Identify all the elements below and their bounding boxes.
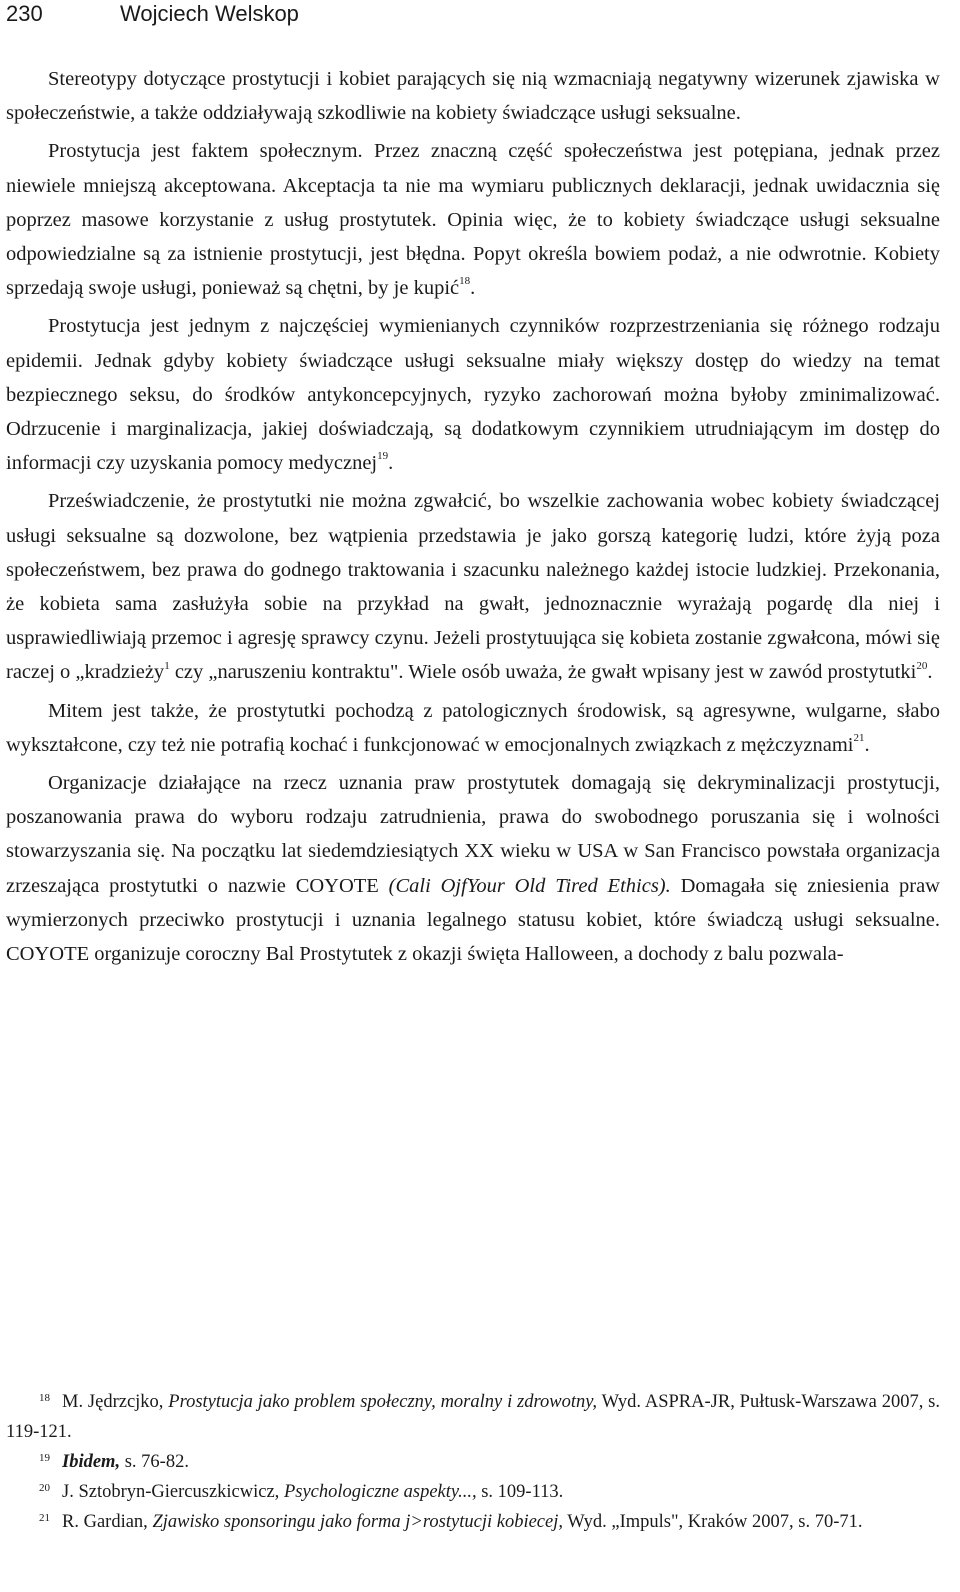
footnote (6, 1387, 940, 1447)
footnote-number: 20 (39, 1482, 50, 1494)
paragraph-text: Prostytucja jest jednym z najczęściej wymienianych czynników rozprzestrzeniania się różnego rodzaju epidemii. Jednak gdyby kobiety świadczące usługi seksualne miały większy dostęp do wiedzy na temat bezpiecznego seksu, do środków antykoncepcyjnych, ryzyko zachorowań można byłoby zminimalizować. Odrzucenie i marginalizacja, jakiej doświadczają, są dodatkowym czynnikiem utrudniającym im dostęp do informacji czy uzyskania pomocy medycznej (6, 315, 940, 475)
paragraph-text: Organizacje działające na rzecz uznania praw prostytutek domagają się dekryminalizacji prostytucji, poszanowania prawa do wyboru rodzaju zatrudnienia, prawa do swobodnego poruszania się i wolności stowarzyszania się. Na początku lat siedemdziesiątych XX wieku w USA w San Francisco powstała organizacja zrzeszająca prostytutki o nazwie COYOTE (6, 772, 940, 897)
footnote-author: M. Jędrzcjko, (62, 1392, 169, 1412)
footnote (6, 1507, 940, 1537)
paragraph (6, 62, 940, 130)
footnote-rest: Wyd. ASPRA-JR, Pułtusk-Warszawa 2007, s. 119-121. (6, 1392, 940, 1442)
footnote-rest: s. 109-113. (476, 1482, 564, 1502)
footnote-ref[interactable]: 19 (377, 450, 389, 463)
paragraph (6, 766, 940, 971)
paragraph-text: . (864, 733, 870, 756)
footnote-ref[interactable]: 21 (853, 732, 865, 745)
paragraph-text: Domagała się zniesienia praw wymierzonych przeciwko prostytucji i uznania legalnego statusu kobiet, które świadczą usługi seksualne. COYOTE organizuje coroczny Bal Prostytutek z okazji święta Halloween, a dochody z balu pozwala- (6, 874, 940, 966)
footnote-number: 18 (39, 1392, 50, 1404)
footnotes (6, 1387, 940, 1537)
paragraph (6, 484, 940, 689)
footnote-ref[interactable]: 18 (459, 275, 471, 288)
footnote-title: Psychologiczne aspekty..., (283, 1482, 477, 1502)
footnote-author: R. Gardian, (62, 1512, 153, 1532)
footnote-author: J. Sztobryn-Giercuszkicwicz, (62, 1482, 284, 1502)
organization-name-expansion: (Cali OjfYour Old Tired Ethics). (388, 874, 671, 897)
running-head-author: Wojciech Welskop (120, 1, 299, 26)
footnote-number: 19 (39, 1452, 50, 1464)
paragraph (6, 309, 940, 480)
footnote-ref[interactable]: 1 (164, 659, 170, 672)
page-number: 230 (6, 1, 43, 26)
paragraph-text: . (470, 277, 476, 300)
footnote-title: Ibidem, (62, 1452, 121, 1472)
paragraph-text: Stereotypy dotyczące prostytucji i kobiet parających się nią wzmacniają negatywny wizerunek zjawiska w społeczeństwie, a także oddziaływają szkodliwie na kobiety świadczące usługi seksualne. (6, 68, 940, 125)
main-text (6, 62, 940, 971)
footnote-title: Zjawisko sponsoringu jako forma j>rostytucji kobiecej, (152, 1512, 563, 1532)
paragraph (6, 694, 940, 762)
footnote-number: 21 (39, 1512, 50, 1524)
paragraph-text: Mitem jest także, że prostytutki pochodzą z patologicznych środowisk, są agresywne, wulgarne, słabo wykształcone, czy też nie potrafią kochać i funkcjonować w emocjonalnych związkach z mężczyznami (6, 699, 940, 756)
paragraph-text: . (927, 661, 933, 684)
paragraph-text: czy „naruszeniu kontraktu". Wiele osób uważa, że gwałt wpisany jest w zawód prostytutki (169, 661, 917, 684)
footnote-rest: s. 76-82. (120, 1452, 189, 1472)
footnote-title: Prostytucja jako problem społeczny, moralny i zdrowotny, (168, 1392, 598, 1412)
paragraph (6, 134, 940, 305)
footnote-ref[interactable]: 20 (916, 659, 928, 672)
footnote-rest: Wyd. „Impuls", Kraków 2007, s. 70-71. (563, 1512, 863, 1532)
paragraph-text: . (388, 452, 394, 475)
footnote (6, 1447, 940, 1477)
running-header (0, 0, 960, 30)
paragraph-text: Przeświadczenie, że prostytutki nie można zgwałcić, bo wszelkie zachowania wobec kobiety świadczącej usługi seksualne są dozwolone, bez wątpienia przedstawia je jako gorszą kategorię ludzi, które żyją poza społeczeństwem, bez prawa do godnego traktowania i szacunku należnego każdej istocie ludzkiej. Przekonania, że kobieta sama zasłużyła sobie na przykład na gwałt, jednoznacznie wyrażają pogardę dla niej i usprawiedliwiają przemoc i agresję sprawcy czynu. Jeżeli prostytuująca się kobieta zostanie zgwałcona, mówi się raczej o „kradzieży (6, 490, 940, 684)
paragraph-text: Prostytucja jest faktem społecznym. Przez znaczną część społeczeństwa jest potępiana, jednak przez niewiele mniejszą akceptowana. Akceptacja ta nie ma wymiaru publicznych deklaracji, jednak uwidacznia się poprzez masowe korzystanie z usług prostytutek. Opinia więc, że to kobiety świadczące usługi seksualne odpowiedzialne są za istnienie prostytucji, jest błędna. Popyt określa bowiem podaż, a nie odwrotnie. Kobiety sprzedają swoje usługi, ponieważ są chętni, by je kupić (6, 140, 940, 300)
footnote (6, 1477, 940, 1507)
